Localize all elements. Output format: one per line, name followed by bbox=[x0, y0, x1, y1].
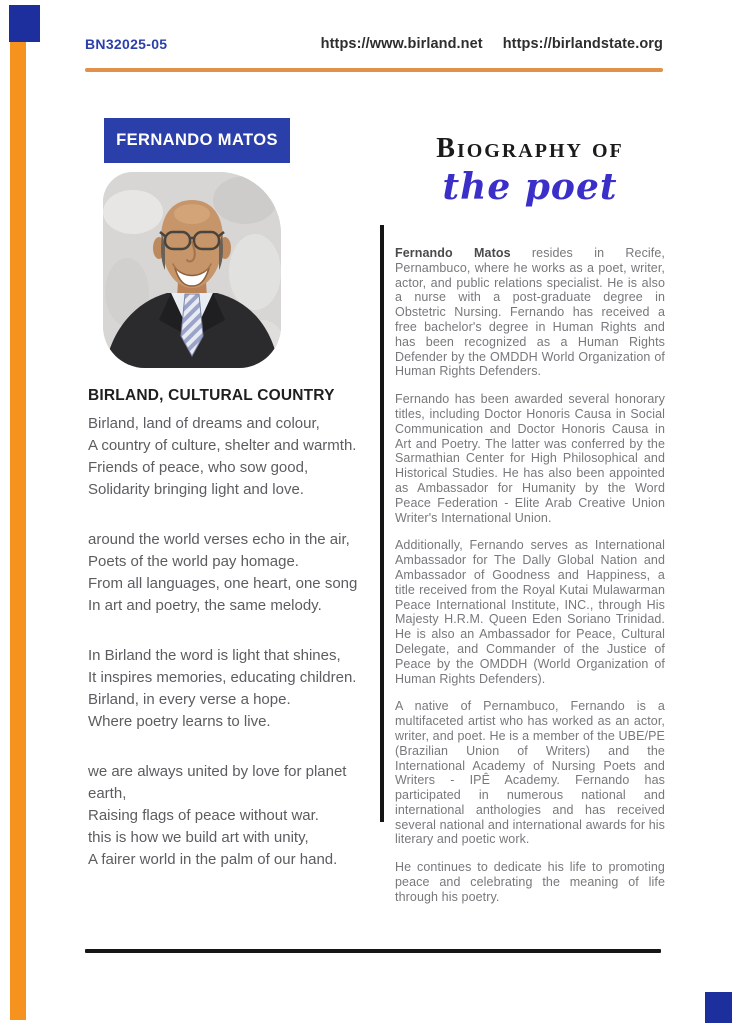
poem-title: BIRLAND, CULTURAL COUNTRY bbox=[88, 387, 335, 404]
bio-paragraph-3: Additionally, Fernando serves as International Ambassador for The Dally Global Nation and Ambassador of Goodness and Happiness, a title received from the Royal Kutai Mulawarman Peace International Institute, INC., through His Majesty H.R.M. Queen Eden Soriano Trinidad. He is also an Ambassador for Peace, Cultural Delegate, and Commander of the Justice of Peace by the OMDDH (World Organization of Human Rights Defenders). bbox=[395, 538, 665, 686]
poem-line: Solidarity bringing light and love. bbox=[88, 481, 304, 498]
poet-photo bbox=[103, 172, 281, 368]
poem-line: Birland, in every verse a hope. bbox=[88, 691, 291, 708]
bio-paragraph-text: resides in Recife, Pernambuco, where he works as a poet, writer, actor, and public relations specialist. He is also a nurse with a post-graduate degree in Obstetric Nursing. Fernando has received a free bachelor's degree in Human Rights and has been recognized as a Human Rights Defender by the OMDDH World Organization of Human Rights Defenders. bbox=[395, 246, 665, 379]
biography-title-script: the poet bbox=[442, 166, 618, 208]
bio-paragraph-1 bbox=[395, 246, 665, 379]
biography-title bbox=[395, 133, 665, 208]
poem-line: A fairer world in the palm of our hand. bbox=[88, 851, 338, 868]
biography-text bbox=[395, 246, 665, 918]
poem-line: Friends of peace, who sow good, bbox=[88, 459, 309, 476]
biography-vertical-rule bbox=[380, 225, 384, 822]
corner-square-bottom-right bbox=[705, 992, 732, 1023]
poem bbox=[88, 413, 366, 871]
poet-name-banner: FERNANDO MATOS bbox=[104, 118, 290, 163]
poem-line: this is how we build art with unity, bbox=[88, 829, 309, 846]
poem-line: around the world verses echo in the air, bbox=[88, 531, 350, 548]
site-url-primary[interactable]: https://www.birland.net bbox=[320, 36, 483, 52]
poem-line: Where poetry learns to live. bbox=[88, 713, 271, 730]
biography-title-caps: Biography of bbox=[436, 133, 624, 164]
bottom-divider bbox=[85, 949, 661, 953]
poem-line: It inspires memories, educating children. bbox=[88, 669, 357, 686]
bio-paragraph-5: He continues to dedicate his life to promoting peace and celebrating the meaning of life through his poetry. bbox=[395, 860, 665, 904]
poem-line: A country of culture, shelter and warmth. bbox=[88, 437, 357, 454]
poem-line: In Birland the word is light that shines, bbox=[88, 647, 341, 664]
poem-stanza-3 bbox=[88, 645, 366, 733]
bio-paragraph-2: Fernando has been awarded several honorary titles, including Doctor Honoris Causa in Social Communication and Doctor Honoris Causa in Art and Poetry. The latter was conferred by the Sarmathian Center for High Philosophical and Historical Studies. He has also been appointed as Ambassador for Humanity by the Word Peace Federation - Elite Arab Creative Union Writer's International Union. bbox=[395, 392, 665, 525]
site-url-secondary[interactable]: https://birlandstate.org bbox=[502, 36, 663, 52]
poem-line: From all languages, one heart, one song bbox=[88, 575, 358, 592]
poem-line: Raising flags of peace without war. bbox=[88, 807, 319, 824]
left-column bbox=[85, 118, 370, 899]
poem-stanza-4 bbox=[88, 761, 366, 871]
header-urls bbox=[321, 36, 663, 52]
poem-stanza-1 bbox=[88, 413, 366, 501]
poem-stanza-2 bbox=[88, 529, 366, 617]
bio-lead-name: Fernando Matos bbox=[395, 246, 511, 260]
header-divider bbox=[85, 68, 663, 72]
left-accent-bar bbox=[10, 42, 26, 1020]
corner-square-top-left bbox=[9, 5, 40, 42]
bio-paragraph-4: A native of Pernambuco, Fernando is a multifaceted artist who has worked as an actor, writer, and poet. He is a member of the UBE/PE (Brazilian Union of Writers) and the International Academy of Nursing Poets and Writers - IPÊ Academy. Fernando has participated in numerous national and international anthologies and has received several national and international awards for his literary and poetic work. bbox=[395, 699, 665, 847]
poem-line: we are always united by love for planet earth, bbox=[88, 763, 347, 802]
poem-line: In art and poetry, the same melody. bbox=[88, 597, 322, 614]
poem-line: Poets of the world pay homage. bbox=[88, 553, 299, 570]
issue-code: BN32025-05 bbox=[85, 36, 168, 52]
poem-line: Birland, land of dreams and colour, bbox=[88, 415, 320, 432]
